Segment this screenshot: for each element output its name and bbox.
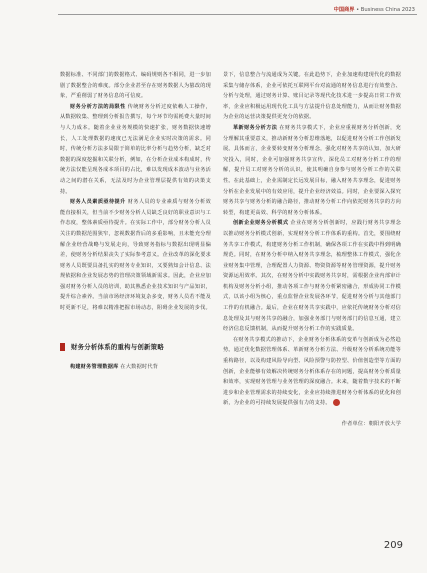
- paragraph: [60, 197, 211, 314]
- paragraph-text: 在大数据时代背: [118, 363, 159, 370]
- paragraph-lead: 财务人员素质亟待提升: [70, 199, 126, 206]
- section-title: 财务分析体系的重构与创新策略: [71, 342, 164, 351]
- page-header: [334, 6, 415, 13]
- paragraph: [223, 218, 401, 335]
- section-marker: [60, 343, 65, 351]
- paragraph-text: 财务人员的专业素质与财务分析效能直接相关，但当前不少财务分析人员缺乏良好的职业意识与工作态度，整体素质亟待提升。在实际工作中，部分财务分析人员关注的数据范围狭窄，忽视数据背后的多重影响，且未能充分理解企业经营战略与发展走向，导致财务指标与数据出现明显偏差，使财务分析结果丧失了实际参考意义。企业改革的深化要求财务人员既要具备扎实的财务专业知识，又要熟知会计信息、法规依据和企业发展态势的管理决策领域新需求。因此，企业应加强对财务分析人员的培训，助其熟悉企业技术知识与产品知识，提升综合素养。当前市场经济环境复杂多变，财务人员若不能及时更新不足，将难以精准把握市场动态，阻碍企业发展的步伐。: [60, 199, 212, 312]
- left-column: [60, 70, 211, 372]
- paragraph-lead: 革新财务分析方法: [233, 124, 278, 131]
- paragraph: 数据标准、不同部门的数据格式、编码规则各不相同，进一步加剧了数据整合的难度。部分企业甚至存在财务数据人为篡改的现象，严重削弱了财务信息的可信度。: [60, 72, 211, 100]
- section-heading: [60, 342, 211, 352]
- magazine-name: 中国商界: [333, 7, 355, 13]
- right-column: [223, 70, 401, 430]
- paragraph-lead: 构建财务管理数据库: [70, 363, 119, 370]
- paragraph: [223, 123, 401, 218]
- paragraph-text: 在财务共享模式的推动下，企业财务分析体系的变革与创新成为必然趋势。通过优化数据管理体系、革新财务分析方法、升级财务分析系统功能等重构路径，以及构建风险导向型、风险预警与防控型、价值创造型等方面的创新，企业能够有效解决传统财务分析体系存在的问题，提高财务分析质量和效率，实现财务管理与业务管理的深度融合。未来，随着数字技术的不断进步和企业管理需求的持续变化，企业应持续推进财务分析体系的优化和创新，为企业的可持续发展提供强有力的支持。: [223, 336, 401, 407]
- author-affiliation: 作者单位：朝阳开放大学: [341, 421, 401, 427]
- paragraph-text: 企业在财务分析创新时，应践行财务共享理念以推动财务分析模式创新，实现财务分析工作体系的重构。首先，要围绕财务共享工作模式，构建财务分析工作机制，确保各项工作在实践中得到明确规范。同时，在财务分析中纳入财务共享理念，梳理整体工作模式，强化企业财务集中管理，合理配置人力资源、物资资源等财务管理资源，提升财务资源运用效率。其次，在财务分析中实践财务共享时，需根据企业内部审计机构及财务分析小组，推动各项工作与财务分析紧密融合，形成协同工作模式，以该小组为核心，重点监督企业发展各环节，促进财务分析与其他部门工作的有机融合。最后，企业在财务共享实践中，应依托传统财务分析对信息处理及其与财务共享的融合，加强业务部门与财务部门的信息互通，建立经济信息反馈机制，从而提升财务分析工作的实践质量。: [223, 220, 401, 333]
- header-rule: [58, 14, 417, 15]
- end-mark-icon: [333, 399, 340, 406]
- page-number: 209: [383, 540, 403, 551]
- paragraph: [223, 335, 401, 409]
- paragraph-lead: 创新企业财务分析模式: [233, 220, 289, 227]
- paragraph-text: 在财务共享模式下，企业应重视财务分析创新，充分理解其重要意义，推动新财务分析思维落地，以促进财务分析工作创新发展。具体而言，企业要转变财务分析理念，强化对财务共享的认知，加大研究投入，同时，企业可加强财务共享宣传，深化员工对财务分析工作的理解，提升员工对财务分析的认识，使其明确自身参与财务分析工作的关联性。在此基础上，企业需制定长远发展目标，融入财务共享理念，促进财务分析在企业发展中的有效应用，提升企业经济效益。同时，企业要深入探究财务共享与财务分析的融合路径，推动财务分析工作向依托财务共享的方向转型，构建更高效、科学的财务分析体系。: [223, 124, 401, 216]
- paragraph: 景下，信息整合与流通成为关键。在此趋势下，企业加速构建现代化的数据采集与储存体系，企业可依托互联网平台对流通的财务信息进行有效整合、分析与处理，通过财务计算、账目记录等现代化技术进一步提高日常工作效率，企业应积极运用现代化工具与方法提升信息处理能力，从而让财务数据为企业的运营决策提供更充分的依据。: [223, 72, 401, 121]
- paragraph: [60, 102, 211, 197]
- paragraph-text: 传统财务分析过度依赖人工操作，从数据收集、整理到分析报告撰写，每个环节均需耗费大量时间与人力成本。随着企业业务规模的快速扩张，财务数据快速增长，人工处理数据的速度已无法满足企业实时决策的需求。同时，传统分析方法多局限于简单的比率分析与趋势分析，缺乏对数据的深度挖掘和关联分析，例如，在分析企业成本构成时，传统方法仅能呈现各成本项目的占比，难以发现成本波动与业务活动之间的潜在关系，无法及时为企业管理层提供有效的决策支持。: [60, 103, 212, 195]
- header-meta: • Business China 2023: [354, 7, 415, 13]
- paragraph-lead: 财务分析方法的局限性: [70, 103, 126, 110]
- paragraph: [60, 362, 211, 373]
